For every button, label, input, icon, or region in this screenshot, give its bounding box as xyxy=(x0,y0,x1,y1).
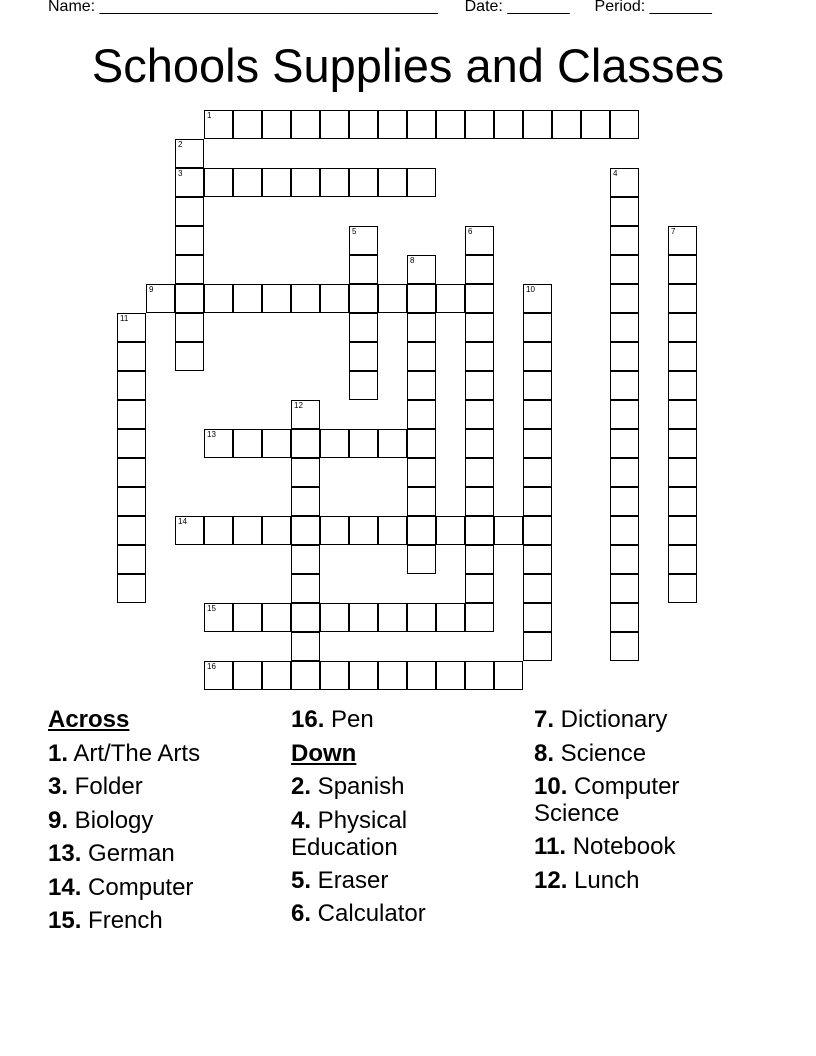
crossword-cell[interactable] xyxy=(291,574,320,603)
crossword-cell[interactable] xyxy=(465,255,494,284)
crossword-cell[interactable] xyxy=(378,168,407,197)
clue-number: 5 xyxy=(352,227,357,236)
clues-column-1 xyxy=(48,703,288,938)
crossword-cell[interactable] xyxy=(378,284,407,313)
crossword-cell[interactable] xyxy=(610,371,639,400)
crossword-cell[interactable] xyxy=(610,284,639,313)
crossword-cell[interactable] xyxy=(204,516,233,545)
crossword-cell[interactable] xyxy=(175,313,204,342)
crossword-cell[interactable] xyxy=(465,487,494,516)
crossword-cell[interactable] xyxy=(320,516,349,545)
crossword-cell[interactable] xyxy=(465,400,494,429)
crossword-cell[interactable] xyxy=(349,168,378,197)
crossword-cell[interactable] xyxy=(320,168,349,197)
crossword-cell[interactable] xyxy=(349,255,378,284)
crossword-cell[interactable] xyxy=(407,661,436,690)
crossword-cell[interactable] xyxy=(291,458,320,487)
crossword-cell[interactable] xyxy=(523,110,552,139)
crossword-cell[interactable] xyxy=(407,429,436,458)
crossword-cell[interactable] xyxy=(320,661,349,690)
crossword-cell[interactable] xyxy=(465,603,494,632)
crossword-cell[interactable] xyxy=(378,429,407,458)
crossword-cell[interactable] xyxy=(523,371,552,400)
crossword-cell[interactable] xyxy=(262,516,291,545)
crossword-cell[interactable] xyxy=(465,458,494,487)
clue-number: 13 xyxy=(207,430,216,439)
crossword-cell[interactable] xyxy=(320,110,349,139)
clue-number: 16 xyxy=(207,662,216,671)
clue-number: 9 xyxy=(149,285,154,294)
crossword-cell[interactable] xyxy=(117,545,146,574)
clue-number: 3 xyxy=(178,169,183,178)
clue-number: 8 xyxy=(410,256,415,265)
crossword-cell[interactable] xyxy=(349,342,378,371)
crossword-cell[interactable] xyxy=(610,313,639,342)
crossword-cell[interactable] xyxy=(349,284,378,313)
crossword-cell[interactable] xyxy=(668,516,697,545)
crossword-cell[interactable] xyxy=(175,168,204,197)
crossword-cell[interactable] xyxy=(610,168,639,197)
crossword-cell[interactable] xyxy=(523,487,552,516)
crossword-cell[interactable] xyxy=(320,603,349,632)
crossword-cell[interactable] xyxy=(465,371,494,400)
name-field[interactable]: Name: ______________________________________ xyxy=(48,0,438,15)
crossword-cell[interactable] xyxy=(465,284,494,313)
crossword-cell[interactable] xyxy=(610,342,639,371)
crossword-cell[interactable] xyxy=(465,342,494,371)
crossword-cell[interactable] xyxy=(610,458,639,487)
crossword-cell[interactable] xyxy=(204,284,233,313)
crossword-cell[interactable] xyxy=(494,110,523,139)
crossword-cell[interactable] xyxy=(668,313,697,342)
crossword-cell[interactable] xyxy=(407,487,436,516)
crossword-cell[interactable] xyxy=(465,429,494,458)
crossword-cell[interactable] xyxy=(523,603,552,632)
crossword-cell[interactable] xyxy=(523,429,552,458)
crossword-cell[interactable] xyxy=(233,168,262,197)
clue-number: 11 xyxy=(120,314,129,323)
crossword-cell[interactable] xyxy=(610,545,639,574)
crossword-cell[interactable] xyxy=(465,545,494,574)
crossword-cell[interactable] xyxy=(610,487,639,516)
crossword-cell[interactable] xyxy=(117,371,146,400)
clue-across-16: 16. Pen xyxy=(291,706,374,733)
crossword-cell[interactable] xyxy=(465,110,494,139)
crossword-cell[interactable] xyxy=(407,255,436,284)
crossword-cell[interactable] xyxy=(117,313,146,342)
crossword-cell[interactable] xyxy=(610,255,639,284)
crossword-cell[interactable] xyxy=(378,603,407,632)
crossword-cell[interactable] xyxy=(523,574,552,603)
crossword-cell[interactable] xyxy=(436,110,465,139)
crossword-cell[interactable] xyxy=(378,661,407,690)
crossword-cell[interactable] xyxy=(610,110,639,139)
crossword-cell[interactable] xyxy=(291,429,320,458)
crossword-cell[interactable] xyxy=(291,168,320,197)
crossword-cell[interactable] xyxy=(610,226,639,255)
crossword-cell[interactable] xyxy=(523,284,552,313)
clue-down-7: 7. Dictionary xyxy=(534,706,668,733)
crossword-cell[interactable] xyxy=(233,429,262,458)
crossword-cell[interactable] xyxy=(262,603,291,632)
crossword-cell[interactable] xyxy=(262,110,291,139)
crossword-cell[interactable] xyxy=(378,516,407,545)
crossword-cell[interactable] xyxy=(523,313,552,342)
crossword-cell[interactable] xyxy=(291,545,320,574)
crossword-cell[interactable] xyxy=(407,168,436,197)
crossword-cell[interactable] xyxy=(610,603,639,632)
period-field[interactable]: Period: _______ xyxy=(594,0,712,15)
date-field[interactable]: Date: _______ xyxy=(464,0,570,15)
clue-down-4: 4. Physical Education xyxy=(291,806,408,861)
crossword-cell[interactable] xyxy=(494,516,523,545)
crossword-cell[interactable] xyxy=(378,110,407,139)
crossword-cell[interactable] xyxy=(175,284,204,313)
crossword-cell[interactable] xyxy=(523,632,552,661)
crossword-cell[interactable] xyxy=(436,661,465,690)
crossword-cell[interactable] xyxy=(320,429,349,458)
crossword-cell[interactable] xyxy=(233,661,262,690)
clues-column-2 xyxy=(291,703,531,931)
crossword-cell[interactable] xyxy=(668,545,697,574)
clue-number: 10 xyxy=(526,285,535,294)
crossword-cell[interactable] xyxy=(175,342,204,371)
crossword-cell[interactable] xyxy=(407,545,436,574)
page-title: Schools Supplies and Classes xyxy=(91,39,725,92)
crossword-cell[interactable] xyxy=(117,400,146,429)
crossword-cell[interactable] xyxy=(523,545,552,574)
crossword-cell[interactable] xyxy=(320,284,349,313)
crossword-cell[interactable] xyxy=(262,429,291,458)
crossword-cell[interactable] xyxy=(117,516,146,545)
crossword-cell[interactable] xyxy=(117,342,146,371)
crossword-cell[interactable] xyxy=(465,661,494,690)
clue-number: 7 xyxy=(671,227,676,236)
crossword-cell[interactable] xyxy=(436,603,465,632)
clue-down-6: 6. Calculator xyxy=(291,900,426,927)
crossword-cell[interactable] xyxy=(407,284,436,313)
crossword-cell[interactable] xyxy=(291,487,320,516)
crossword-cell[interactable] xyxy=(291,110,320,139)
crossword-cell[interactable] xyxy=(494,661,523,690)
crossword-cell[interactable] xyxy=(117,429,146,458)
crossword-cell[interactable] xyxy=(610,574,639,603)
clue-across-1: 1. Art/The Arts xyxy=(48,739,201,767)
crossword-cell[interactable] xyxy=(668,400,697,429)
crossword-cell[interactable] xyxy=(668,284,697,313)
crossword-cell[interactable] xyxy=(262,661,291,690)
crossword-cell[interactable] xyxy=(407,603,436,632)
clue-down-8: 8. Science xyxy=(534,739,647,767)
clue-across-13: 13. German xyxy=(48,840,175,867)
crossword-cell[interactable] xyxy=(523,342,552,371)
crossword-cell[interactable] xyxy=(291,603,320,632)
crossword-cell[interactable] xyxy=(407,371,436,400)
crossword-cell[interactable] xyxy=(117,487,146,516)
crossword-cell[interactable] xyxy=(117,458,146,487)
crossword-cell[interactable] xyxy=(552,110,581,139)
crossword-cell[interactable] xyxy=(291,661,320,690)
crossword-cell[interactable] xyxy=(668,487,697,516)
clue-across-14: 14. Computer xyxy=(48,873,194,901)
crossword-cell[interactable] xyxy=(349,516,378,545)
crossword-cell[interactable] xyxy=(465,516,494,545)
crossword-cell[interactable] xyxy=(262,168,291,197)
crossword-cell[interactable] xyxy=(349,429,378,458)
crossword-cell[interactable] xyxy=(349,603,378,632)
crossword-cell[interactable] xyxy=(117,574,146,603)
crossword-cell[interactable] xyxy=(146,284,175,313)
crossword-cell[interactable] xyxy=(204,110,233,139)
crossword-cell[interactable] xyxy=(465,313,494,342)
crossword-cell[interactable] xyxy=(523,458,552,487)
clues-column-3 xyxy=(534,703,774,897)
crossword-cell[interactable] xyxy=(233,516,262,545)
clue-across-9: 9. Biology xyxy=(48,806,154,834)
crossword-cell[interactable] xyxy=(610,400,639,429)
crossword-cell[interactable] xyxy=(668,255,697,284)
crossword-cell[interactable] xyxy=(407,342,436,371)
crossword-cell[interactable] xyxy=(610,516,639,545)
crossword-cell[interactable] xyxy=(291,632,320,661)
clue-number: 6 xyxy=(468,227,473,236)
crossword-cell[interactable] xyxy=(523,400,552,429)
crossword-cell[interactable] xyxy=(407,110,436,139)
clue-down-2: 2. Spanish xyxy=(291,773,405,800)
crossword-cell[interactable] xyxy=(204,168,233,197)
clue-number: 15 xyxy=(207,604,216,613)
clue-number: 2 xyxy=(178,140,183,149)
crossword-cell[interactable] xyxy=(523,516,552,545)
crossword-cell[interactable] xyxy=(175,197,204,226)
crossword-cell[interactable] xyxy=(436,284,465,313)
crossword-cell[interactable] xyxy=(407,516,436,545)
clue-down-11: 11. Notebook xyxy=(534,833,676,860)
crossword-cell[interactable] xyxy=(233,284,262,313)
crossword-cell[interactable] xyxy=(581,110,610,139)
crossword-cell[interactable] xyxy=(233,110,262,139)
crossword-cell[interactable] xyxy=(668,458,697,487)
down-heading: Down xyxy=(291,739,357,767)
crossword-cell[interactable] xyxy=(610,632,639,661)
crossword-cell[interactable] xyxy=(407,400,436,429)
clue-number: 14 xyxy=(178,517,187,526)
crossword-cell[interactable] xyxy=(233,603,262,632)
crossword-cell[interactable] xyxy=(291,284,320,313)
crossword-cell[interactable] xyxy=(465,574,494,603)
across-heading: Across xyxy=(48,706,130,733)
crossword-cell[interactable] xyxy=(291,400,320,429)
crossword-cell[interactable] xyxy=(175,226,204,255)
crossword-cell[interactable] xyxy=(610,429,639,458)
clue-down-5: 5. Eraser xyxy=(291,866,389,894)
crossword-cell[interactable] xyxy=(204,661,233,690)
crossword-cell[interactable] xyxy=(407,313,436,342)
crossword-cell[interactable] xyxy=(436,516,465,545)
crossword-cell[interactable] xyxy=(668,371,697,400)
crossword-cell[interactable] xyxy=(668,342,697,371)
clue-number: 4 xyxy=(613,169,618,178)
crossword-cell[interactable] xyxy=(262,284,291,313)
crossword-cell[interactable] xyxy=(204,603,233,632)
crossword-cell[interactable] xyxy=(291,516,320,545)
crossword-cell[interactable] xyxy=(204,429,233,458)
crossword-cell[interactable] xyxy=(668,574,697,603)
clue-down-10: 10. Computer Science xyxy=(534,773,680,827)
crossword-cell[interactable] xyxy=(407,458,436,487)
crossword-cell[interactable] xyxy=(465,226,494,255)
crossword-cell[interactable] xyxy=(175,516,204,545)
crossword-cell[interactable] xyxy=(668,226,697,255)
crossword-cell[interactable] xyxy=(349,110,378,139)
clue-across-3: 3. Folder xyxy=(48,773,143,800)
crossword-cell[interactable] xyxy=(668,429,697,458)
crossword-cell[interactable] xyxy=(349,226,378,255)
crossword-cell[interactable] xyxy=(349,313,378,342)
crossword-cell[interactable] xyxy=(610,197,639,226)
clue-number: 1 xyxy=(207,111,212,120)
clue-down-12: 12. Lunch xyxy=(534,866,640,894)
crossword-cell[interactable] xyxy=(175,255,204,284)
clue-number: 12 xyxy=(294,401,303,410)
crossword-cell[interactable] xyxy=(349,371,378,400)
clue-across-15: 15. French xyxy=(48,907,163,934)
crossword-cell[interactable] xyxy=(349,661,378,690)
crossword-cell[interactable] xyxy=(175,139,204,168)
